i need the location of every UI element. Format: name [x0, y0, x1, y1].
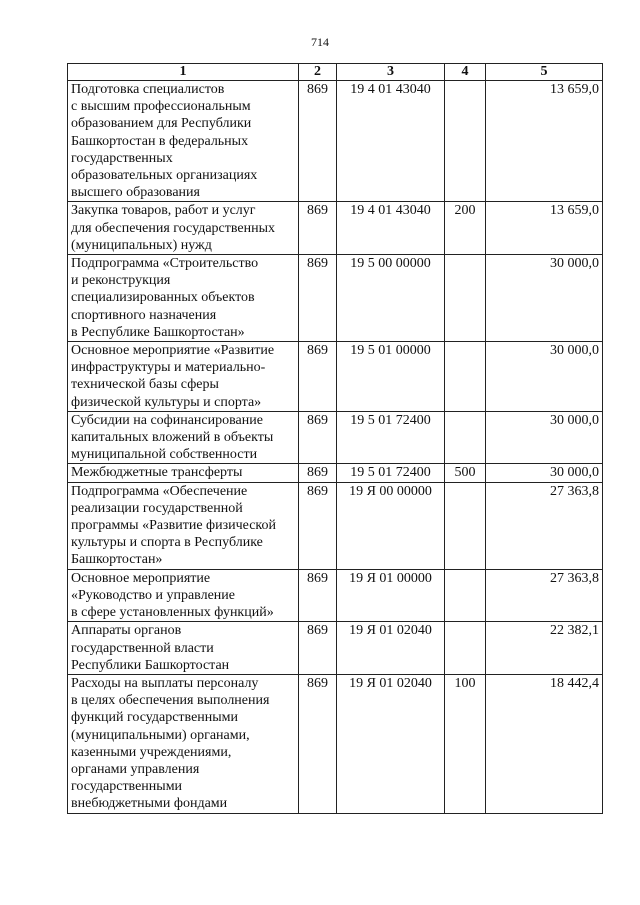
expense-type-code: [445, 411, 486, 464]
row-name-line: с высшим профессиональным: [71, 99, 251, 115]
row-name: [68, 482, 299, 569]
row-name: [68, 411, 299, 464]
amount: 13 659,0: [486, 202, 603, 255]
ministry-code: 869: [299, 81, 337, 202]
table-row: [68, 342, 603, 412]
row-name-line: для обеспечения государственных: [71, 220, 275, 236]
row-name-line: в сфере установленных функций»: [71, 605, 274, 621]
row-name-line: муниципальной собственности: [71, 447, 258, 463]
row-name-line: функций государственными: [71, 710, 239, 726]
row-name-line: Подпрограмма «Строительство: [71, 256, 259, 272]
target-article-code: 19 5 01 72400: [337, 411, 445, 464]
expense-type-code: [445, 81, 486, 202]
expense-type-code: [445, 255, 486, 342]
header-col-5: 5: [486, 64, 603, 81]
row-name: [68, 569, 299, 622]
expense-type-code: [445, 342, 486, 412]
target-article-code: 19 Я 01 02040: [337, 622, 445, 675]
target-article-code: 19 5 01 00000: [337, 342, 445, 412]
expense-type-code: 100: [445, 674, 486, 813]
row-name-line: государственной власти: [71, 640, 214, 656]
row-name-line: Закупка товаров, работ и услуг: [71, 203, 256, 219]
ministry-code: 869: [299, 202, 337, 255]
target-article-code: 19 Я 00 00000: [337, 482, 445, 569]
page-number: 714: [311, 35, 329, 49]
target-article-code: 19 Я 01 02040: [337, 674, 445, 813]
row-name-line: Подготовка специалистов: [71, 82, 225, 97]
row-name-line: спортивного назначения: [71, 307, 217, 323]
row-name-line: реализации государственной: [71, 500, 243, 516]
row-name-line: программы «Развитие физической: [71, 518, 277, 534]
table-row: [68, 569, 603, 622]
row-name-line: инфраструктуры и материально-: [71, 360, 266, 376]
row-name-line: физической культуры и спорта»: [71, 394, 262, 410]
row-name-line: высшего образования: [71, 185, 200, 201]
row-name-line: образовательных организациях: [71, 168, 258, 184]
table-row: [68, 464, 603, 482]
row-name-line: культуры и спорта в Республике: [71, 535, 263, 551]
amount: 30 000,0: [486, 255, 603, 342]
amount: 22 382,1: [486, 622, 603, 675]
header-col-3: 3: [337, 64, 445, 81]
table-row: [68, 411, 603, 464]
ministry-code: 869: [299, 411, 337, 464]
row-name-line: Башкортостан»: [71, 552, 163, 568]
header-col-2: 2: [299, 64, 337, 81]
amount: 18 442,4: [486, 674, 603, 813]
row-name-line: капитальных вложений в объекты: [71, 430, 274, 446]
row-name-line: органами управления: [71, 761, 200, 777]
row-name-line: Расходы на выплаты персоналу: [71, 675, 259, 691]
row-name-line: специализированных объектов: [71, 290, 255, 306]
target-article-code: 19 5 01 72400: [337, 464, 445, 482]
row-name-line: Башкортостан в федеральных: [71, 133, 249, 149]
target-article-code: 19 4 01 43040: [337, 202, 445, 255]
target-article-code: 19 5 00 00000: [337, 255, 445, 342]
row-name-line: Субсидии на софинансирование: [71, 412, 263, 428]
row-name-line: в Республике Башкортостан»: [71, 324, 245, 340]
target-article-code: 19 4 01 43040: [337, 81, 445, 202]
header-col-4: 4: [445, 64, 486, 81]
expense-type-code: [445, 482, 486, 569]
row-name-line: Основное мероприятие: [71, 570, 211, 586]
table-row: [68, 81, 603, 202]
table-body: [68, 81, 603, 814]
row-name: [68, 81, 299, 202]
row-name-line: государственных: [71, 150, 173, 166]
ministry-code: 869: [299, 255, 337, 342]
row-name-line: Основное мероприятие «Развитие: [71, 343, 275, 359]
row-name-line: казенными учреждениями,: [71, 744, 232, 760]
expense-type-code: 200: [445, 202, 486, 255]
amount: 30 000,0: [486, 342, 603, 412]
row-name: [68, 464, 299, 482]
ministry-code: 869: [299, 482, 337, 569]
amount: 30 000,0: [486, 411, 603, 464]
ministry-code: 869: [299, 464, 337, 482]
header-col-1: 1: [68, 64, 299, 81]
row-name-line: образованием для Республики: [71, 116, 252, 132]
row-name-line: «Руководство и управление: [71, 587, 235, 603]
row-name: [68, 342, 299, 412]
ministry-code: 869: [299, 674, 337, 813]
expense-type-code: 500: [445, 464, 486, 482]
header-row: [68, 64, 603, 81]
table-row: [68, 622, 603, 675]
amount: 27 363,8: [486, 482, 603, 569]
row-name-line: государственными: [71, 779, 183, 795]
row-name: [68, 674, 299, 813]
table-row: [68, 255, 603, 342]
amount: 13 659,0: [486, 81, 603, 202]
row-name-line: внебюджетными фондами: [71, 796, 228, 812]
row-name-line: в целях обеспечения выполнения: [71, 693, 270, 709]
amount: 27 363,8: [486, 569, 603, 622]
ministry-code: 869: [299, 569, 337, 622]
row-name-line: Республики Башкортостан: [71, 657, 230, 673]
table-row: [68, 482, 603, 569]
amount: 30 000,0: [486, 464, 603, 482]
row-name-line: Аппараты органов: [71, 623, 182, 639]
row-name-line: Подпрограмма «Обеспечение: [71, 483, 248, 499]
row-name-line: и реконструкция: [71, 273, 171, 289]
row-name-line: Межбюджетные трансферты: [71, 465, 243, 481]
budget-table: [67, 63, 603, 814]
ministry-code: 869: [299, 622, 337, 675]
expense-type-code: [445, 622, 486, 675]
row-name-line: (муниципальных) нужд: [71, 237, 212, 253]
row-name-line: (муниципальными) органами,: [71, 727, 250, 743]
expense-type-code: [445, 569, 486, 622]
table-row: [68, 202, 603, 255]
row-name: [68, 255, 299, 342]
ministry-code: 869: [299, 342, 337, 412]
target-article-code: 19 Я 01 00000: [337, 569, 445, 622]
row-name: [68, 622, 299, 675]
table-row: [68, 674, 603, 813]
row-name-line: технической базы сферы: [71, 377, 219, 393]
row-name: [68, 202, 299, 255]
